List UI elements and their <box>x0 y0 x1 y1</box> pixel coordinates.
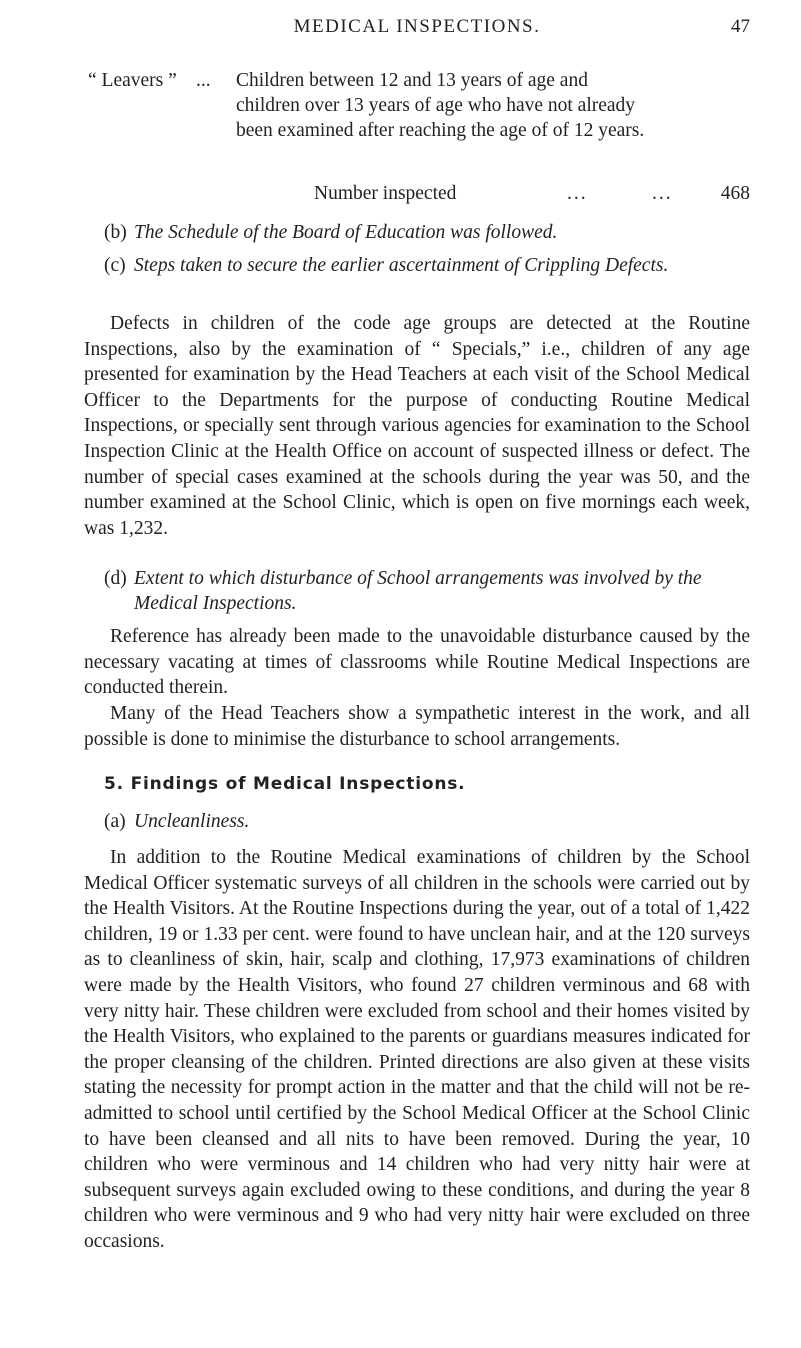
item-b <box>84 220 750 245</box>
item-c-text: Steps taken to secure the earlier ascertainment of Crippling Defects. <box>134 255 669 276</box>
paragraph-defects: Defects in children of the code age groups are detected at the Routine Inspections, also by the examination of “ Specials,” i.e., children of any age presented for examination by the Head Teachers at each visit of the School Medical Officer to the Departments for the purpose of conducting Routine Medical Inspections, or specially sent through various agencies for examination to the School Inspection Clinic at the Health Office on account of suspected illness or defect. The number of special cases examined at the schools during the year was 50, and the number examined at the School Clinic, which is open on five mornings each week, was 1,232. <box>84 313 750 539</box>
paragraph-reference: Reference has already been made to the unavoidable disturbance caused by the necessary vacating at times of classrooms while Routine Medical Inspections are conducted therein. <box>84 626 750 699</box>
item-a-text: Uncleanliness. <box>134 811 250 832</box>
page-number: 47 <box>731 16 750 37</box>
count-label: Number inspected <box>314 183 457 204</box>
count-value: 468 <box>720 183 750 204</box>
item-d-key: (d) <box>104 568 127 589</box>
item-c <box>84 253 750 303</box>
item-b-text: The Schedule of the Board of Education was followed. <box>134 222 558 243</box>
leaders-dots: ... <box>196 70 211 91</box>
paragraph-uncleanliness: In addition to the Routine Medical examinations of children by the School Medical Officer systematic surveys of all children in the schools were carried out by the Health Visitors. At the Routine Inspections during the year, out of a total of 1,422 children, 19 or 1.33 per cent. were found to have unclean hair, and at the 120 surveys as to cleanliness of skin, hair, scalp and clothing, 17,973 examinations of children were made by the Health Visitors, who found 27 children verminous and 68 with very nitty hair. These children were excluded from school and their homes visited by the Health Visitors, who explained to the parents or guardians measures indicated for the proper cleansing of the children. Printed directions are also given at these visits stating the necessity for prompt action in the matter and that the child will not be re-admitted to school until certified by the School Medical Officer at the School Clinic to have been cleansed and all nits to have been removed. During the year, 10 children who were verminous and 14 children who had very nitty hair were at subsequent surveys again excluded owing to these conditions, and during the year 8 children who were verminous and 9 who had very nitty hair were excluded on three occasions. <box>84 847 750 1252</box>
leavers-description: Children between 12 and 13 years of age and children over 13 years of age who have not already been examined after reaching the age of of 12 years. <box>236 70 645 141</box>
section-5-heading: 5. Findings of Medical Inspections. <box>104 774 466 794</box>
item-d <box>84 566 750 616</box>
item-c-key: (c) <box>104 255 126 276</box>
page-header <box>84 16 750 40</box>
item-b-key: (b) <box>104 222 127 243</box>
leavers-label: “ Leavers ” <box>88 70 177 91</box>
running-title: MEDICAL INSPECTIONS. <box>293 16 541 37</box>
item-a <box>84 809 750 834</box>
paragraph-teachers: Many of the Head Teachers show a sympathetic interest in the work, and all possible is done to minimise the disturbance to school arrangements. <box>84 703 750 750</box>
count-dots-a: ... <box>567 183 588 204</box>
count-dots-b: ... <box>652 183 673 204</box>
item-a-key: (a) <box>104 811 126 832</box>
item-d-text: Extent to which disturbance of School arrangements was involved by the Medical Inspections. <box>134 568 702 614</box>
